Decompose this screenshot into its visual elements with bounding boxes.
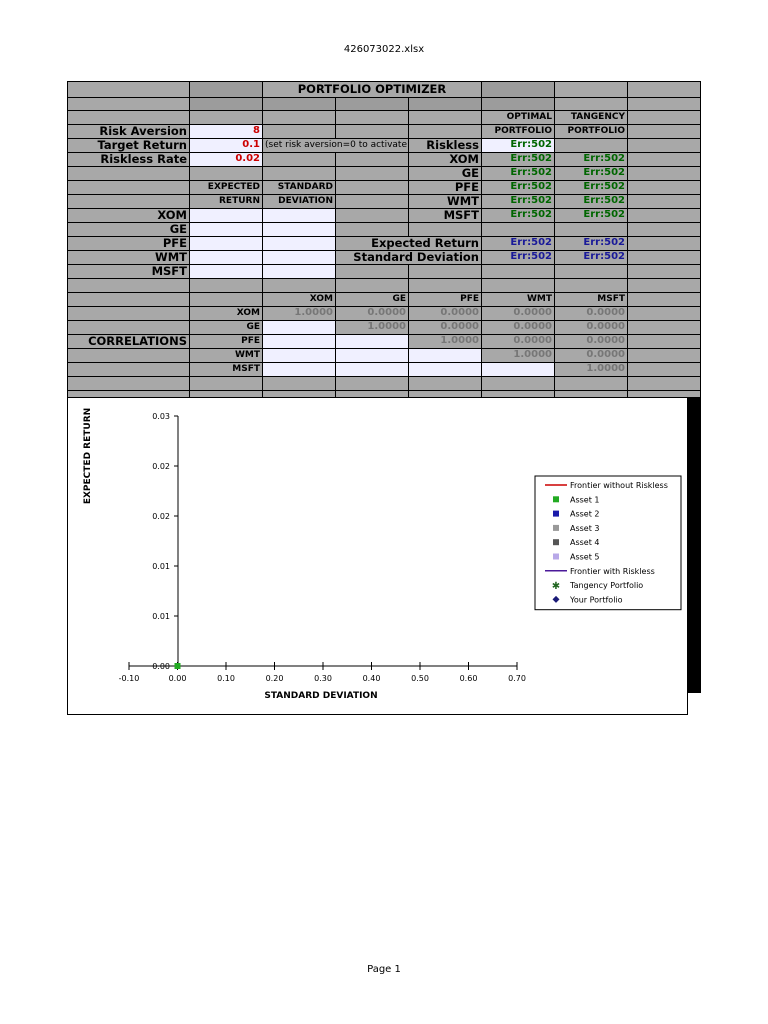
cell-empty[interactable] xyxy=(481,81,555,98)
corr-wmt-ge-input[interactable] xyxy=(335,348,409,363)
expected-return-xom[interactable] xyxy=(189,208,263,223)
weight-label-ge[interactable]: GE xyxy=(408,166,482,181)
legend-label: Tangency Portfolio xyxy=(570,581,644,591)
cell-empty[interactable] xyxy=(481,264,555,279)
corr-wmt-wmt[interactable]: 1.0000 xyxy=(481,348,555,363)
cell-empty[interactable] xyxy=(554,264,628,279)
cell-empty[interactable] xyxy=(627,138,701,153)
optimal-std-dev[interactable]: Err:502 xyxy=(481,250,555,265)
cell-empty[interactable] xyxy=(481,97,555,111)
correlations-label[interactable]: CORRELATIONS xyxy=(67,334,190,349)
cell-empty[interactable] xyxy=(335,208,409,223)
cell-empty[interactable] xyxy=(189,278,263,293)
cell-empty[interactable] xyxy=(627,180,701,195)
weight-label-pfe[interactable]: PFE xyxy=(408,180,482,195)
risk-aversion-input[interactable]: 8 xyxy=(189,124,263,139)
sheet-title[interactable]: PORTFOLIO OPTIMIZER xyxy=(262,81,482,98)
tangency-std-dev[interactable]: Err:502 xyxy=(554,250,628,265)
cell-empty[interactable] xyxy=(67,166,190,181)
cell-empty[interactable] xyxy=(189,166,263,181)
corr-pfe-ge-input[interactable] xyxy=(335,334,409,349)
cell-empty[interactable] xyxy=(67,362,190,377)
chart-legend xyxy=(535,476,681,610)
corr-pfe-xom-input[interactable] xyxy=(262,334,336,349)
legend-star-marker: ✱ xyxy=(551,581,561,593)
weight-label-xom[interactable]: XOM xyxy=(408,152,482,167)
standard-deviation-label[interactable]: Standard Deviation xyxy=(335,250,482,265)
cell-empty[interactable] xyxy=(627,362,701,377)
cell-empty[interactable] xyxy=(335,264,409,279)
corr-ge-msft[interactable]: 0.0000 xyxy=(554,320,628,335)
cell-empty[interactable] xyxy=(67,320,190,335)
corr-pfe-msft[interactable]: 0.0000 xyxy=(554,334,628,349)
weight-label-msft[interactable]: MSFT xyxy=(408,208,482,223)
corr-pfe-pfe[interactable]: 1.0000 xyxy=(408,334,482,349)
cell-empty[interactable] xyxy=(262,124,336,139)
weight-label-wmt[interactable]: WMT xyxy=(408,194,482,209)
cell-empty[interactable] xyxy=(262,278,336,293)
tangency-msft[interactable]: Err:502 xyxy=(554,208,628,223)
cell-empty[interactable] xyxy=(554,81,628,98)
legend-label: Asset 5 xyxy=(570,552,600,562)
corr-msft-ge-input[interactable] xyxy=(335,362,409,377)
corr-col-wmt[interactable]: WMT xyxy=(481,292,555,307)
chart-x-label: STANDARD DEVIATION xyxy=(264,691,378,701)
legend-label: Asset 1 xyxy=(570,495,600,505)
cell-empty[interactable] xyxy=(262,152,336,167)
y-tick-label: 0.02 xyxy=(152,512,170,521)
cell-empty[interactable] xyxy=(627,306,701,321)
cell-empty[interactable] xyxy=(554,138,628,153)
chart-scrollbar[interactable] xyxy=(688,397,701,693)
corr-xom-wmt[interactable]: 0.0000 xyxy=(481,306,555,321)
data-point xyxy=(175,663,181,669)
cell-empty[interactable] xyxy=(262,376,336,391)
legend-square-marker xyxy=(553,539,559,545)
tangency-expected-return[interactable]: Err:502 xyxy=(554,236,628,251)
cell-empty[interactable] xyxy=(262,110,336,125)
riskless-label[interactable]: Riskless xyxy=(408,138,482,153)
corr-col-ge[interactable]: GE xyxy=(335,292,409,307)
tangency-header[interactable]: TANGENCY xyxy=(554,110,628,125)
optimal-expected-return[interactable]: Err:502 xyxy=(481,236,555,251)
y-tick-label: 0.03 xyxy=(152,412,170,421)
optimal-xom[interactable]: Err:502 xyxy=(481,152,555,167)
cell-empty[interactable] xyxy=(335,152,409,167)
cell-empty[interactable] xyxy=(335,97,409,111)
cell-empty[interactable] xyxy=(554,222,628,237)
corr-msft-pfe-input[interactable] xyxy=(408,362,482,377)
cell-empty[interactable] xyxy=(67,180,190,195)
y-tick-label: 0.01 xyxy=(152,562,170,571)
cell-empty[interactable] xyxy=(262,97,336,111)
std-dev-pfe[interactable] xyxy=(262,236,336,251)
corr-row-ge[interactable]: GE xyxy=(189,320,263,335)
corr-msft-msft[interactable]: 1.0000 xyxy=(554,362,628,377)
std-dev-ge[interactable] xyxy=(262,222,336,237)
cell-empty[interactable] xyxy=(189,81,263,98)
tangency-pfe[interactable]: Err:502 xyxy=(554,180,628,195)
cell-empty[interactable] xyxy=(627,222,701,237)
cell-empty[interactable] xyxy=(189,376,263,391)
corr-col-pfe[interactable]: PFE xyxy=(408,292,482,307)
legend-label: Your Portfolio xyxy=(570,595,623,605)
x-tick-label: 0.30 xyxy=(314,674,332,683)
asset-label-msft[interactable]: MSFT xyxy=(67,264,190,279)
cell-empty[interactable] xyxy=(335,166,409,181)
cell-empty[interactable] xyxy=(627,292,701,307)
corr-msft-xom-input[interactable] xyxy=(262,362,336,377)
legend-square-marker xyxy=(553,554,559,560)
expected-header[interactable]: EXPECTED xyxy=(189,180,263,195)
riskless-rate-input[interactable]: 0.02 xyxy=(189,152,263,167)
efficient-frontier-chart[interactable] xyxy=(67,397,688,715)
cell-empty[interactable] xyxy=(67,97,190,111)
cell-empty[interactable] xyxy=(335,110,409,125)
cell-empty[interactable] xyxy=(627,166,701,181)
cell-empty[interactable] xyxy=(408,110,482,125)
cell-empty[interactable] xyxy=(408,97,482,111)
corr-xom-pfe[interactable]: 0.0000 xyxy=(408,306,482,321)
cell-empty[interactable] xyxy=(335,222,409,237)
corr-xom-xom[interactable]: 1.0000 xyxy=(262,306,336,321)
cell-empty[interactable] xyxy=(67,348,190,363)
corr-wmt-xom-input[interactable] xyxy=(262,348,336,363)
legend-label: Frontier without Riskless xyxy=(570,481,668,490)
cell-empty[interactable] xyxy=(335,194,409,209)
x-tick-label: 0.60 xyxy=(459,674,478,683)
cell-empty[interactable] xyxy=(627,152,701,167)
x-tick-label: 0.10 xyxy=(217,674,235,683)
cell-empty[interactable] xyxy=(67,81,190,98)
x-tick-label: 0.40 xyxy=(362,674,381,683)
asset-label-xom[interactable]: XOM xyxy=(67,208,190,223)
tangency-ge[interactable]: Err:502 xyxy=(554,166,628,181)
cell-empty[interactable] xyxy=(627,194,701,209)
expected-return-pfe[interactable] xyxy=(189,236,263,251)
chart-canvas xyxy=(68,398,687,714)
y-tick-label: 0.02 xyxy=(152,462,170,471)
cell-empty[interactable] xyxy=(627,320,701,335)
legend-label: Frontier with Riskless xyxy=(570,566,655,576)
corr-col-xom[interactable]: XOM xyxy=(262,292,336,307)
cell-empty[interactable] xyxy=(67,110,190,125)
file-title: 426073022.xlsx xyxy=(343,44,425,55)
asset-label-wmt[interactable]: WMT xyxy=(67,250,190,265)
x-tick-label: 0.50 xyxy=(411,674,429,683)
cell-empty[interactable] xyxy=(335,278,409,293)
cell-empty[interactable] xyxy=(627,334,701,349)
corr-msft-wmt-input[interactable] xyxy=(481,362,555,377)
cell-empty[interactable] xyxy=(189,292,263,307)
cell-empty[interactable] xyxy=(189,110,263,125)
corr-wmt-pfe-input[interactable] xyxy=(408,348,482,363)
optimal-portfolio-header[interactable]: PORTFOLIO xyxy=(481,124,555,139)
corr-ge-pfe[interactable]: 0.0000 xyxy=(408,320,482,335)
corr-row-wmt[interactable]: WMT xyxy=(189,348,263,363)
cell-empty[interactable] xyxy=(189,97,263,111)
cell-empty[interactable] xyxy=(67,194,190,209)
target-return-input[interactable]: 0.1 xyxy=(189,138,263,153)
cell-empty[interactable] xyxy=(262,166,336,181)
risk-aversion-note[interactable]: (set risk aversion=0 to activate xyxy=(262,138,409,153)
cell-empty[interactable] xyxy=(627,208,701,223)
x-tick-label: -0.10 xyxy=(118,674,140,683)
corr-pfe-wmt[interactable]: 0.0000 xyxy=(481,334,555,349)
tangency-xom[interactable]: Err:502 xyxy=(554,152,628,167)
cell-empty[interactable] xyxy=(481,222,555,237)
corr-ge-xom-input[interactable] xyxy=(262,320,336,335)
cell-empty[interactable] xyxy=(335,180,409,195)
asset-label-ge[interactable]: GE xyxy=(67,222,190,237)
std-dev-xom[interactable] xyxy=(262,208,336,223)
optimal-riskless[interactable]: Err:502 xyxy=(481,138,555,153)
optimal-ge[interactable]: Err:502 xyxy=(481,166,555,181)
cell-empty[interactable] xyxy=(481,376,555,391)
cell-empty[interactable] xyxy=(481,278,555,293)
corr-ge-wmt[interactable]: 0.0000 xyxy=(481,320,555,335)
corr-xom-msft[interactable]: 0.0000 xyxy=(554,306,628,321)
optimal-wmt[interactable]: Err:502 xyxy=(481,194,555,209)
corr-col-msft[interactable]: MSFT xyxy=(554,292,628,307)
expected-return-ge[interactable] xyxy=(189,222,263,237)
corr-ge-ge[interactable]: 1.0000 xyxy=(335,320,409,335)
cell-empty[interactable] xyxy=(627,236,701,251)
corr-wmt-msft[interactable]: 0.0000 xyxy=(554,348,628,363)
cell-empty[interactable] xyxy=(67,292,190,307)
asset-label-pfe[interactable]: PFE xyxy=(67,236,190,251)
optimal-msft[interactable]: Err:502 xyxy=(481,208,555,223)
cell-empty[interactable] xyxy=(627,124,701,139)
cell-empty[interactable] xyxy=(408,222,482,237)
deviation-header[interactable]: DEVIATION xyxy=(262,194,336,209)
tangency-portfolio-header[interactable]: PORTFOLIO xyxy=(554,124,628,139)
legend-square-marker xyxy=(553,525,559,531)
return-header[interactable]: RETURN xyxy=(189,194,263,209)
expected-return-msft[interactable] xyxy=(189,264,263,279)
std-dev-wmt[interactable] xyxy=(262,250,336,265)
legend-label: Asset 4 xyxy=(570,538,600,548)
optimal-pfe[interactable]: Err:502 xyxy=(481,180,555,195)
y-tick-label: 0.00 xyxy=(152,662,170,671)
cell-empty[interactable] xyxy=(408,376,482,391)
cell-empty[interactable] xyxy=(627,81,701,98)
legend-label: Asset 3 xyxy=(570,523,600,533)
cell-empty[interactable] xyxy=(335,124,409,139)
cell-empty[interactable] xyxy=(67,376,190,391)
corr-row-pfe[interactable]: PFE xyxy=(189,334,263,349)
page-footer: Page 1 xyxy=(367,964,401,975)
risk-aversion-label[interactable]: Risk Aversion xyxy=(67,124,190,139)
riskless-rate-label[interactable]: Riskless Rate xyxy=(67,152,190,167)
cell-empty[interactable] xyxy=(408,264,482,279)
cell-empty[interactable] xyxy=(335,376,409,391)
standard-header[interactable]: STANDARD xyxy=(262,180,336,195)
corr-row-xom[interactable]: XOM xyxy=(189,306,263,321)
cell-empty[interactable] xyxy=(627,110,701,125)
x-tick-label: 0.70 xyxy=(508,674,526,683)
target-return-label[interactable]: Target Return xyxy=(67,138,190,153)
cell-empty[interactable] xyxy=(627,278,701,293)
cell-empty[interactable] xyxy=(627,376,701,391)
cell-empty[interactable] xyxy=(408,278,482,293)
cell-empty[interactable] xyxy=(67,306,190,321)
cell-empty[interactable] xyxy=(408,124,482,139)
cell-empty[interactable] xyxy=(554,278,628,293)
optimal-header[interactable]: OPTIMAL xyxy=(481,110,555,125)
chart-y-label: EXPECTED RETURN xyxy=(83,407,93,505)
cell-empty[interactable] xyxy=(627,348,701,363)
x-tick-label: 0.00 xyxy=(168,674,187,683)
cell-empty[interactable] xyxy=(554,97,628,111)
cell-empty[interactable] xyxy=(627,264,701,279)
expected-return-wmt[interactable] xyxy=(189,250,263,265)
legend-square-marker xyxy=(553,511,559,517)
cell-empty[interactable] xyxy=(554,376,628,391)
y-tick-label: 0.01 xyxy=(152,612,170,621)
x-tick-label: 0.20 xyxy=(265,674,284,683)
legend-label: Asset 2 xyxy=(570,509,600,519)
spreadsheet xyxy=(67,81,701,717)
corr-xom-ge[interactable]: 0.0000 xyxy=(335,306,409,321)
cell-empty[interactable] xyxy=(627,97,701,111)
tangency-wmt[interactable]: Err:502 xyxy=(554,194,628,209)
std-dev-msft[interactable] xyxy=(262,264,336,279)
cell-empty[interactable] xyxy=(627,250,701,265)
cell-empty[interactable] xyxy=(67,278,190,293)
expected-return-label[interactable]: Expected Return xyxy=(335,236,482,251)
corr-row-msft[interactable]: MSFT xyxy=(189,362,263,377)
legend-square-marker xyxy=(553,496,559,502)
